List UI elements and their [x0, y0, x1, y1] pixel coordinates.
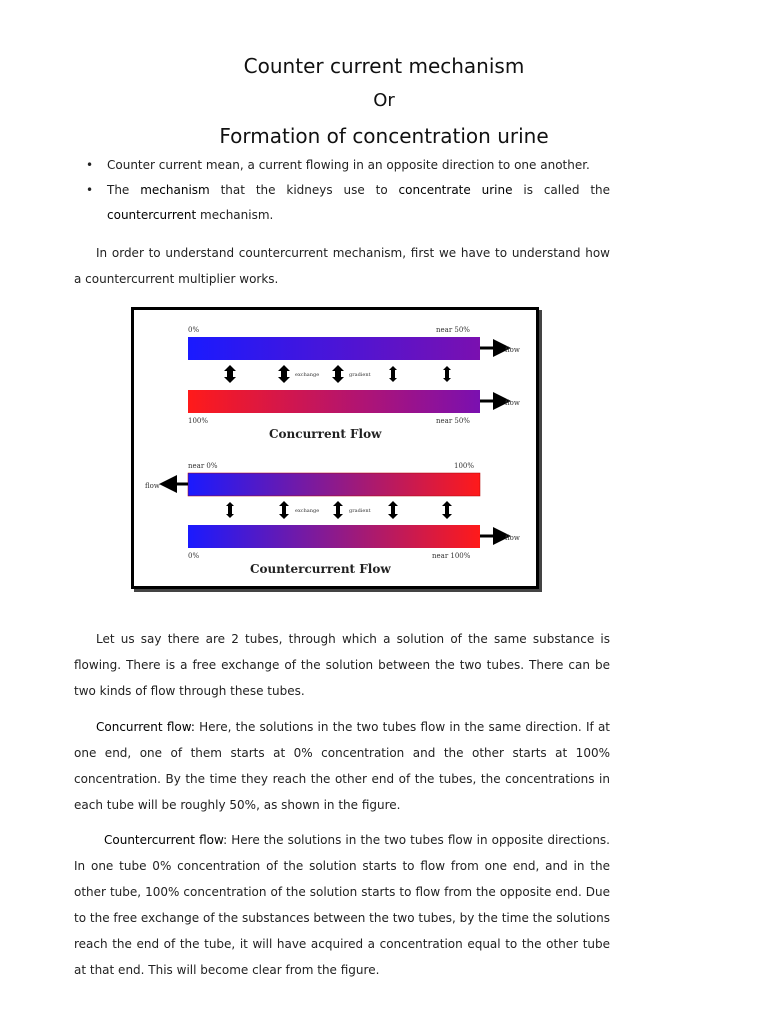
- bullet-dot-icon: •: [86, 183, 94, 197]
- bullet-text-mid: is called the: [512, 183, 611, 197]
- flow-diagram: [131, 307, 539, 589]
- countercurrent-bottom-right-label: near 100%: [432, 552, 471, 560]
- tubes-paragraph: Let us say there are 2 tubes, through which a solution of the same substance is flowing. There is a free exchange of the solution between the two tubes. There can be two kinds of flow through these tubes.: [74, 632, 610, 698]
- bullet-text-pre: The: [107, 183, 141, 197]
- bullet-dot-icon: •: [86, 158, 94, 172]
- document-title: Counter current mechanism: [243, 54, 525, 78]
- bullet-text: Counter current mean, a current flowing in an opposite direction to one another.: [107, 158, 590, 172]
- countercurrent-flow-term: Countercurrent flow: [104, 833, 224, 847]
- bullet-item: [74, 178, 610, 228]
- concurrent-bottom-left-label: 100%: [188, 417, 209, 425]
- concurrent-exchange-arrows: [224, 365, 451, 383]
- bullet-item: [74, 153, 610, 178]
- term-countercurrent: countercurrent: [107, 208, 197, 222]
- concurrent-top-right-label: near 50%: [436, 326, 470, 334]
- document-subtitle: Formation of concentration urine: [219, 124, 549, 148]
- title-connector: Or: [373, 90, 395, 111]
- concurrent-heading: Concurrent Flow: [269, 427, 382, 441]
- countercurrent-flow-text: : Here the solutions in the two tubes flow in opposite directions. In one tube 0% concentration of the solution starts to flow from one end, and in the other tube, 100% concentration of the solution starts to flow from the opposite end. Due to the free exchange of the substances between the two tubes, by the time the solutions reach the end of the tube, it will have acquired a concentration equal to the other tube at that end. This will become clear from the figure.: [74, 833, 610, 977]
- term-concentrate-urine: concentrate urine: [398, 183, 513, 197]
- concurrent-top-tube: [188, 337, 480, 360]
- countercurrent-top-flow-label: flow: [145, 482, 160, 490]
- countercurrent-paragraph: [74, 827, 610, 983]
- intro-paragraph: In order to understand countercurrent mechanism, first we have to understand how a countercurrent multiplier works.: [74, 246, 610, 286]
- concurrent-top-flow-label: flow: [505, 346, 520, 354]
- countercurrent-exchange-arrows: [226, 501, 452, 519]
- concurrent-paragraph: [74, 714, 610, 818]
- term-mechanism: mechanism: [140, 183, 210, 197]
- countercurrent-bottom-tube: [188, 525, 480, 548]
- concurrent-flow-text: Here, the solutions in the two tubes flow in the same direction. If at one end, one of them starts at 0% concentration and the other starts at 100% concentration. By the time they reach the other end of the tubes, the concentrations in each tube will be roughly 50%, as shown in the figure.: [74, 720, 610, 812]
- concurrent-flow-term: Concurrent flow:: [96, 720, 195, 734]
- countercurrent-bottom-flow-label: flow: [505, 534, 520, 542]
- concurrent-bottom-flow-label: flow: [505, 399, 520, 407]
- countercurrent-exchange-label: exchange: [295, 508, 320, 514]
- concurrent-top-left-label: 0%: [188, 326, 200, 334]
- concurrent-exchange-label: exchange: [295, 372, 320, 378]
- countercurrent-heading: Countercurrent Flow: [250, 562, 391, 576]
- concurrent-bottom-right-label: near 50%: [436, 417, 470, 425]
- countercurrent-top-tube: [188, 473, 480, 496]
- countercurrent-top-left-label: near 0%: [188, 462, 218, 470]
- bullet-text-mid: that the kidneys use to: [209, 183, 399, 197]
- bullet-text-post: mechanism.: [196, 208, 274, 222]
- concurrent-bottom-tube: [188, 390, 480, 413]
- countercurrent-top-right-label: 100%: [454, 462, 475, 470]
- countercurrent-gradient-label: gradient: [349, 508, 371, 514]
- bullet-list: [74, 153, 610, 228]
- countercurrent-bottom-left-label: 0%: [188, 552, 200, 560]
- concurrent-gradient-label: gradient: [349, 372, 371, 378]
